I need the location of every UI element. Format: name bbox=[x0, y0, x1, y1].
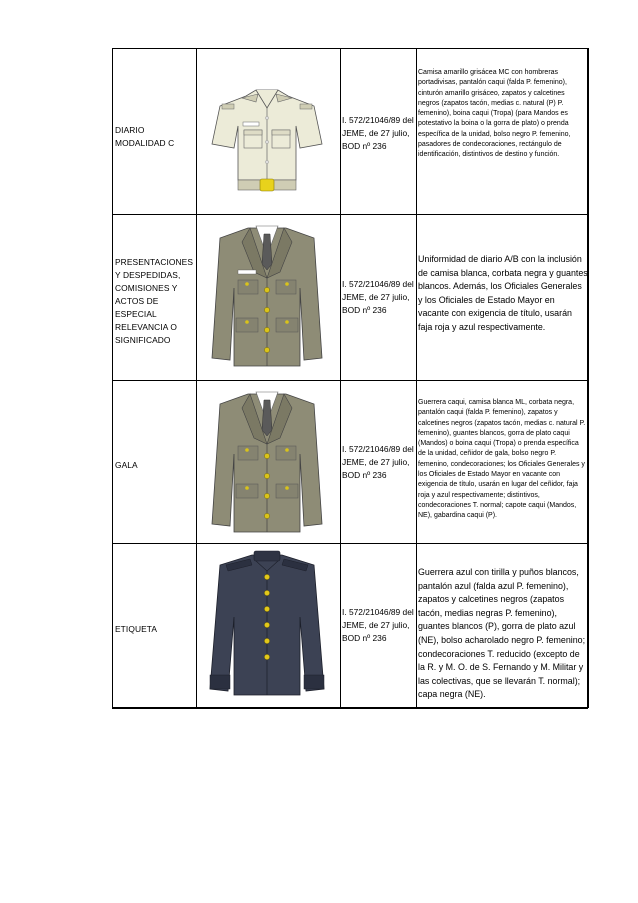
row-2-uniform-image bbox=[196, 218, 338, 378]
row-3-reference: I. 572/21046/89 del JEME, de 27 julio, BOD nº 236 bbox=[342, 444, 414, 480]
column-divider-3 bbox=[416, 48, 417, 708]
row-1-reference: I. 572/21046/89 del JEME, de 27 julio, BOD nº 236 bbox=[342, 115, 414, 151]
column-divider-2 bbox=[340, 48, 341, 708]
row-4-description: Guerrera azul con tirilla y puños blancos, pantalón azul (falda azul P. femenino), zapatos y calcetines negros (zapatos tacón, medias negras P. femenino), guantes blancos (P), gorra de plato azul (NE), bolso acharolado negro P. femenino; condecoraciones T. reducido (excepto de la R. y M. O. de S. Fernando y M. Militar y las colectivas, que se llevarán T. normal); capa negra (NE). bbox=[418, 567, 586, 700]
row-4-uniform-image bbox=[196, 547, 338, 707]
row-1-uniform-image bbox=[196, 52, 338, 212]
row-3-uniform-image bbox=[196, 384, 338, 544]
table-border-bottom bbox=[112, 707, 588, 709]
row-2-reference: I. 572/21046/89 del JEME, de 27 julio, BOD nº 236 bbox=[342, 279, 414, 315]
row-1-name: DIARIO MODALIDAD C bbox=[115, 125, 175, 148]
olive-gala-jacket-icon bbox=[196, 384, 338, 544]
olive-jacket-with-tie-icon bbox=[196, 218, 338, 378]
table-border-top bbox=[112, 48, 588, 49]
row-divider-3 bbox=[112, 543, 588, 544]
row-4-reference: I. 572/21046/89 del JEME, de 27 julio, BOD nº 236 bbox=[342, 607, 414, 643]
table-border-left bbox=[112, 48, 113, 708]
row-3-description: Guerrera caqui, camisa blanca ML, corbata negra, pantalón caqui (falda P. femenino), zapatos y calcetines negros (zapatos tacón, medias c. natural P. femenino), guantes blancos, gorra de plato caqui (Mandos) o boina caqui (Tropa) o prenda específica de la unidad, ceñidor de gala, bolso negro P. femenino, condecoraciones; los Oficiales Generales y los Oficiales de Estado Mayor en vacante con exigencia de título, usarán en lugar del ceñidor, faja roja y azul respectivamente; distintivos, condecoraciones T. normal; capote caqui (Mandos, NE), gabardina caqui (P). bbox=[418, 399, 586, 520]
navy-etiqueta-jacket-icon bbox=[196, 547, 338, 707]
row-2-description: Uniformidad de diario A/B con la inclusión de camisa blanca, corbata negra y guantes blancos. Además, los Oficiales Generales y los Oficiales de Estado Mayor en vacante con exigencia de título, usarán faja roja y azul respectivamente. bbox=[418, 254, 588, 332]
row-divider-2 bbox=[112, 380, 588, 381]
khaki-short-sleeve-shirt-icon bbox=[196, 52, 338, 212]
row-1-description: Camisa amarillo grisácea MC con hombreras portadivisas, pantalón caqui (falda P. femenino), cinturón amarillo grisáceo, zapatos y calcetines negros (zapatos tacón, medias c. natural (P) P. femenino), boina caqui (Tropa) (para Mandos es potestativo la boina o la gorra de plato) o prenda específica de la unidad, bolso negro P. femenino, pasadores de condecoraciones, rectángulo de identificación, distintivos de destino y función. bbox=[418, 69, 571, 159]
row-divider-1 bbox=[112, 214, 588, 215]
row-2-name: PRESENTACIONES Y DESPEDIDAS, COMISIONES Y ACTOS DE ESPECIAL RELEVANCIA O SIGNIFICADO bbox=[115, 257, 194, 345]
row-4-name: ETIQUETA bbox=[115, 624, 158, 634]
row-3-name: GALA bbox=[115, 460, 138, 470]
